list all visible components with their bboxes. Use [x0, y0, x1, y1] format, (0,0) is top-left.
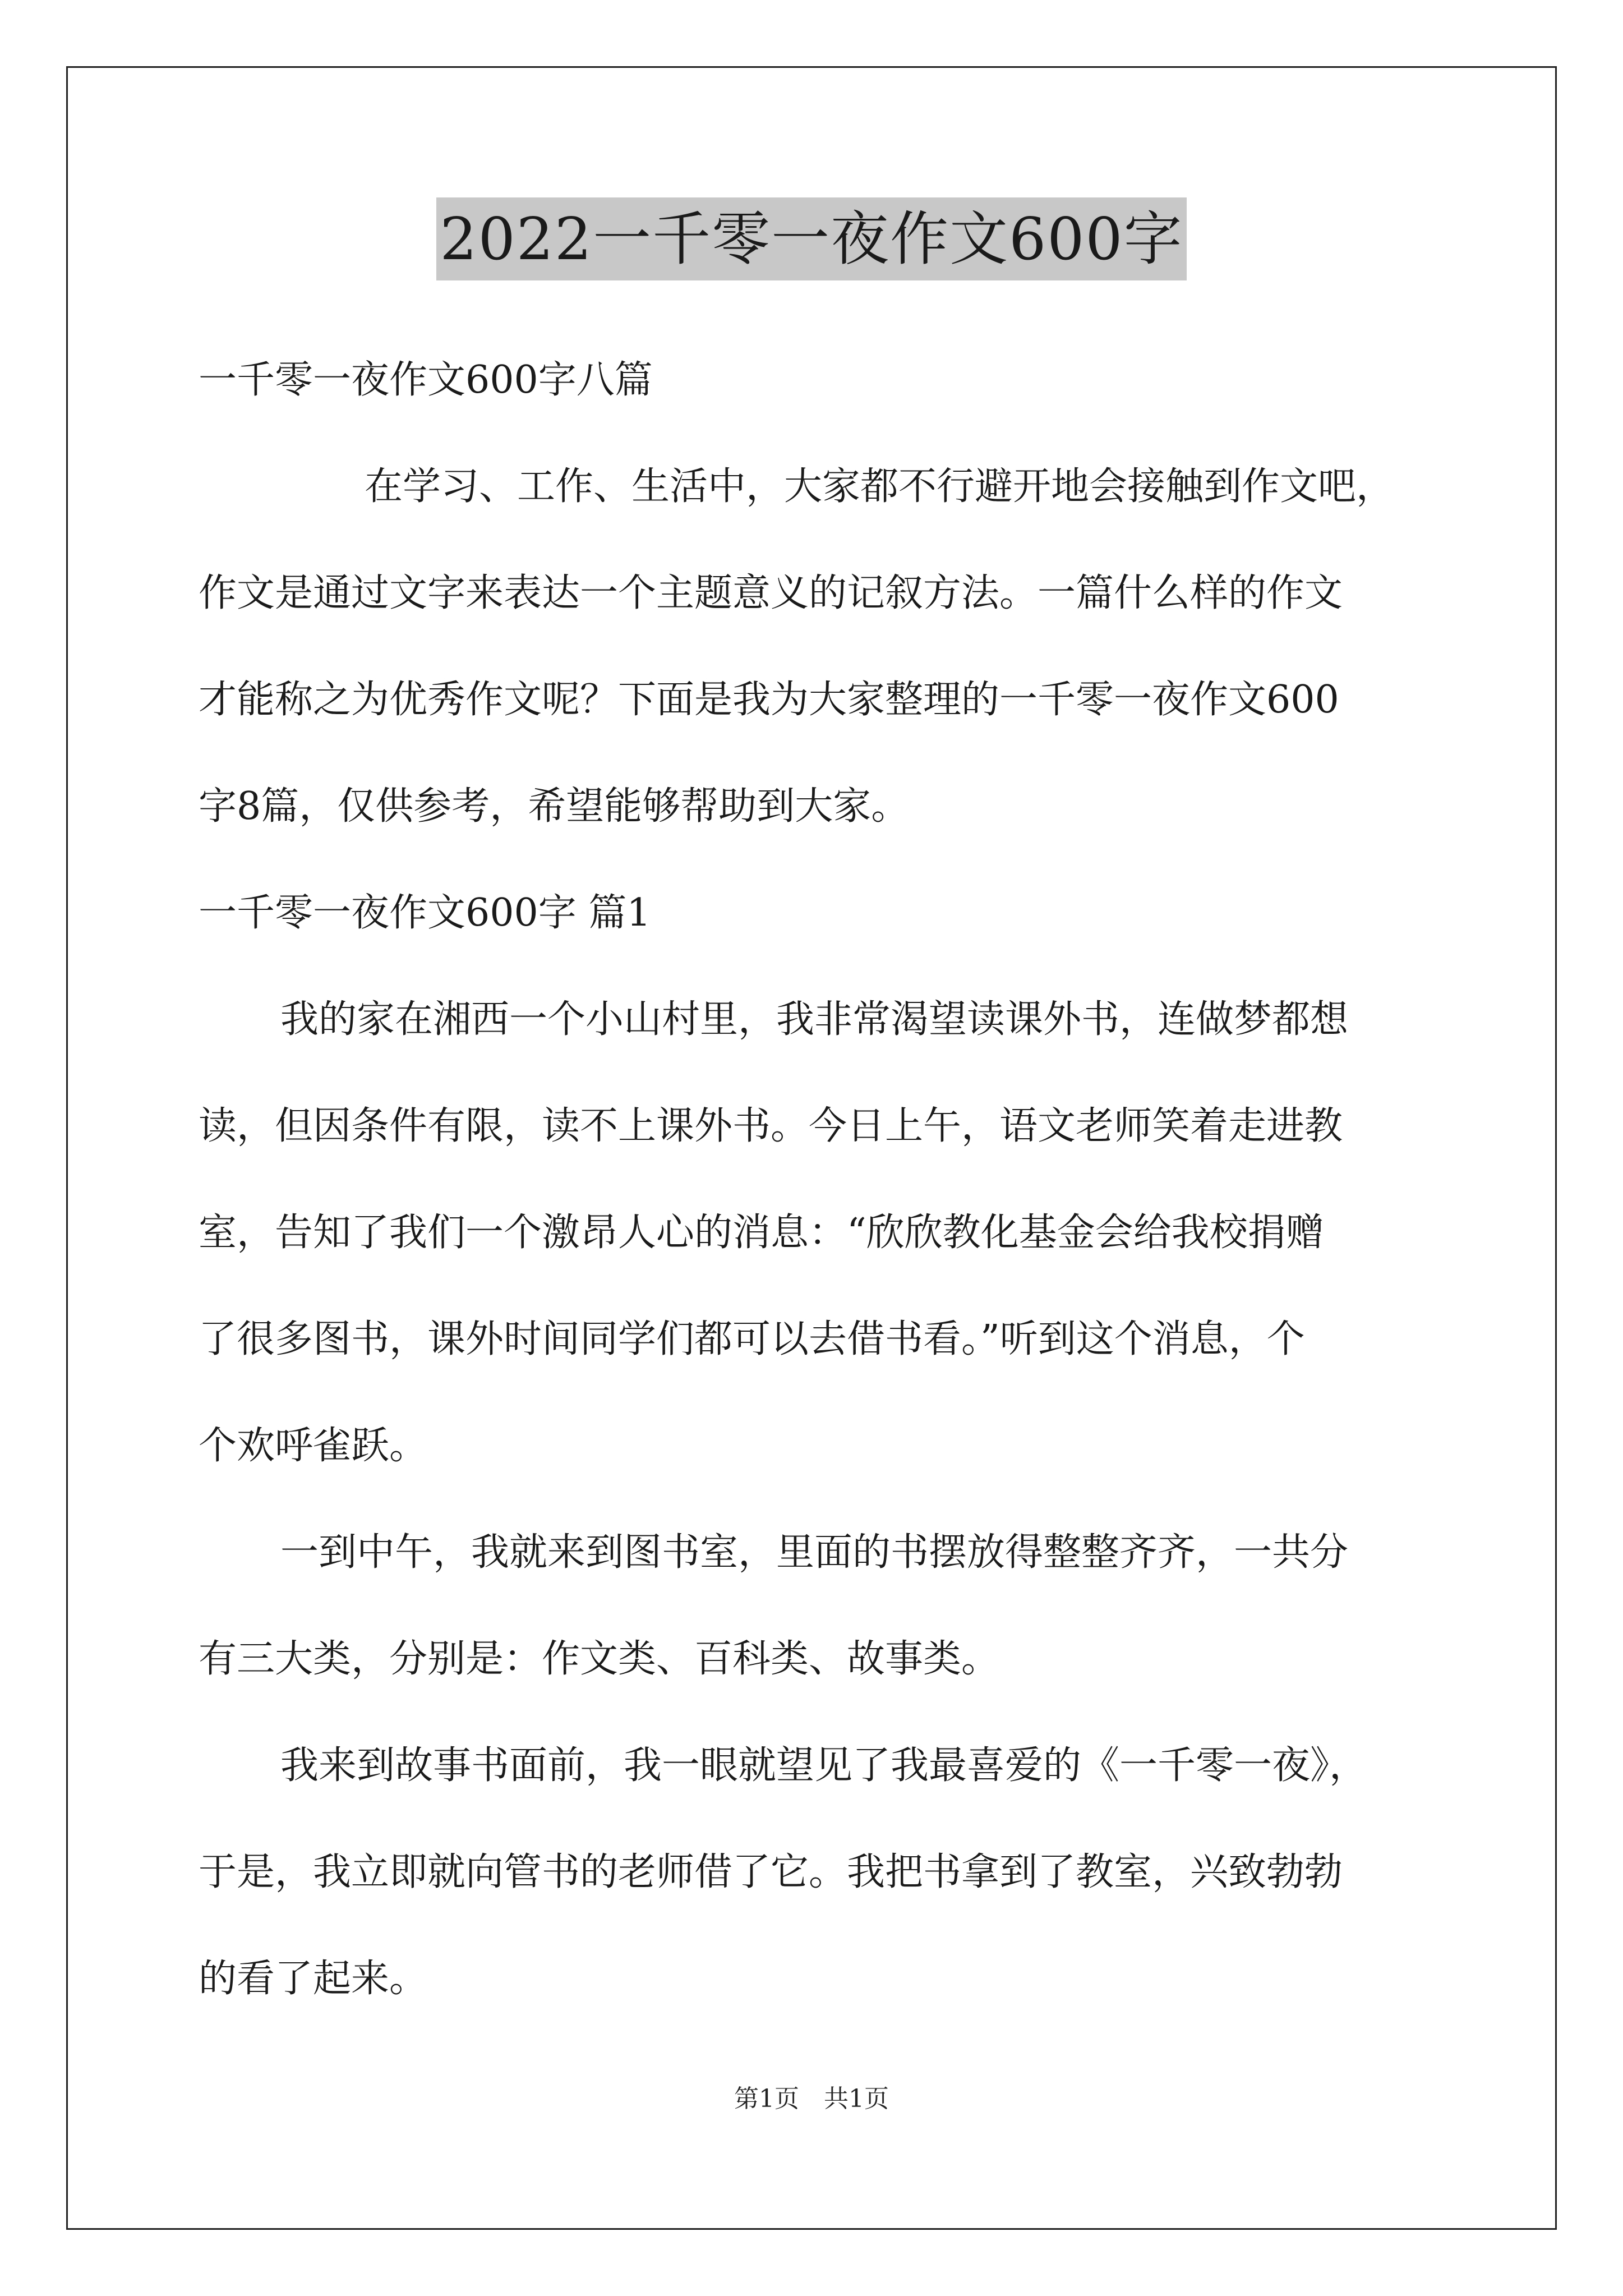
intro-line-3: 才能称之为优秀作文呢？下面是我为大家整理的一千零一夜作文600 [199, 678, 1339, 722]
para1-line-4: 了很多图书，课外时间同学们都可以去借书看。”听到这个消息，个 [199, 1317, 1305, 1361]
section-heading: 一千零一夜作文600字 篇1 [199, 891, 651, 935]
intro-line-2: 作文是通过文字来表达一个主题意义的记叙方法。一篇什么样的作文 [199, 571, 1343, 615]
para2-line-2: 有三大类，分别是：作文类、百科类、故事类。 [199, 1637, 1000, 1681]
document-subtitle: 一千零一夜作文600字八篇 [199, 358, 653, 402]
document-title: 2022一千零一夜作文600字 [436, 197, 1186, 280]
para3-line-1: 我来到故事书面前，我一眼就望见了我最喜爱的《一千零一夜》， [280, 1743, 1368, 1788]
para3-line-2: 于是，我立即就向管书的老师借了它。我把书拿到了教室，兴致勃勃 [199, 1850, 1343, 1894]
para1-line-1: 我的家在湘西一个小山村里，我非常渴望读课外书，连做梦都想 [280, 997, 1349, 1042]
page-number: 第1页 共1页 [734, 2085, 889, 2113]
para1-line-5: 个欢呼雀跃。 [199, 1424, 428, 1468]
para1-line-3: 室，告知了我们一个激昂人心的消息：“欣欣教化基金会给我校捐赠 [199, 1211, 1324, 1255]
intro-line-1: 在学习、工作、生活中，大家都不行避开地会接触到作文吧， [365, 464, 1395, 509]
para1-line-2: 读，但因条件有限，读不上课外书。今日上午，语文老师笑着走进教 [199, 1104, 1343, 1148]
para2-line-1: 一到中午，我就来到图书室，里面的书摆放得整整齐齐，一共分 [280, 1530, 1349, 1575]
intro-line-4: 字8篇，仅供参考，希望能够帮助到大家。 [199, 784, 910, 829]
para3-line-3: 的看了起来。 [199, 1957, 428, 2001]
title-container [0, 197, 1623, 280]
